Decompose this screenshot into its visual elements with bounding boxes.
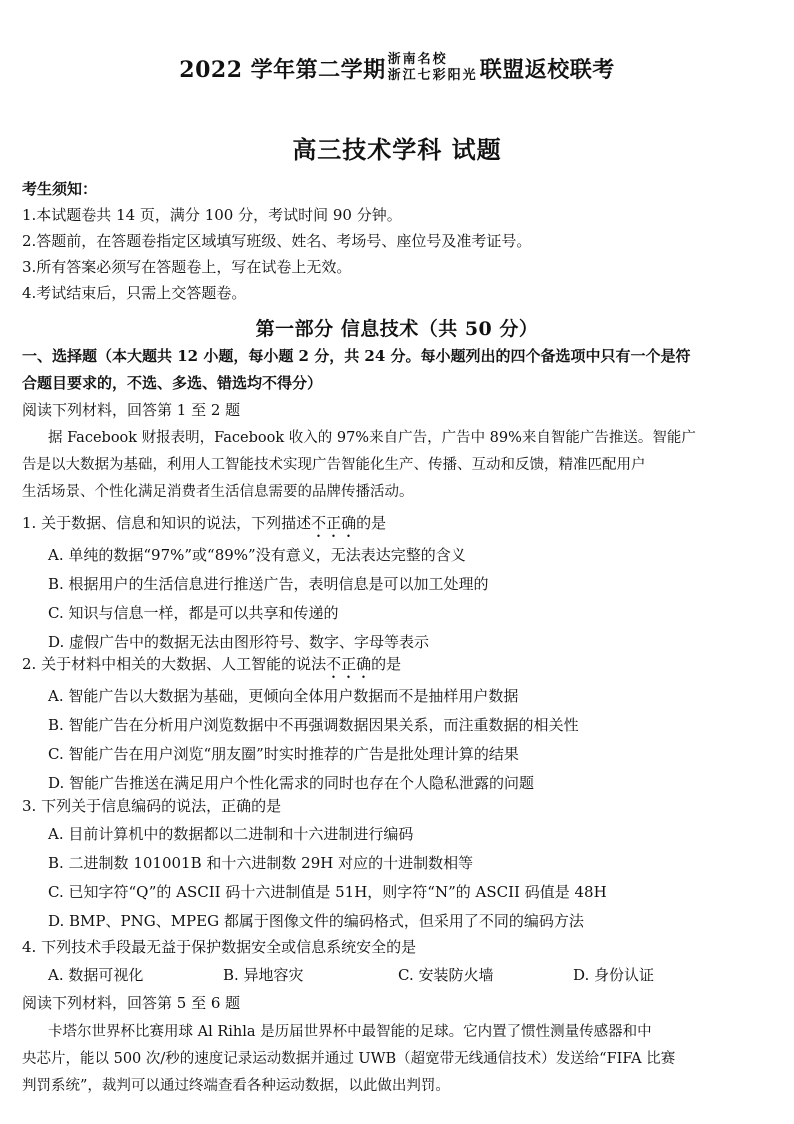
stem-text: 的是 — [356, 514, 387, 532]
question-3-stem: 3. 下列关于信息编码的说法，正确的是 — [22, 797, 282, 815]
alliance-bottom: 浙江七彩阳光 — [387, 68, 478, 83]
alliance-top: 浙南名校 — [387, 52, 448, 67]
material-2-line: 判罚系统”，裁判可以通过终端查看各种运动数据，以此做出判罚。 — [22, 1078, 450, 1094]
material-1 — [22, 425, 782, 506]
stem-text: 2. 关于材料中相关的大数据、人工智能的说法 — [22, 655, 327, 673]
part1-heading-line2: 合题目要求的，不选、多选、错选均不得分） — [22, 374, 323, 392]
notice-item: 1.本试题卷共 14 页，满分 100 分，考试时间 90 分钟。 — [22, 206, 402, 224]
option-b: B. 智能广告在分析用户浏览数据中不再强调数据因果关系，而注重数据的相关性 — [48, 716, 579, 734]
exam-title — [0, 52, 794, 84]
emphasis-text: 不正确 — [311, 514, 357, 532]
title-prefix: 2022 学年第二学期 — [179, 56, 386, 83]
notice-list — [22, 202, 531, 306]
material-2-line: 卡塔尔世界杯比赛用球 Al Rihla 是历届世界杯中最智能的足球。它内置了惯性测量传感器和中 — [48, 1024, 652, 1040]
option-d: D. 身份认证 — [573, 966, 655, 984]
notice-item: 2.答题前，在答题卷指定区域填写班级、姓名、考场号、座位号及准考证号。 — [22, 232, 532, 250]
alliance-names — [388, 52, 478, 84]
question-4 — [22, 934, 782, 1017]
material-1-line: 据 Facebook 财报表明，Facebook 收入的 97%来自广告，广告中 89%来自智能广告推送。智能广 — [48, 430, 696, 446]
option-a: A. 数据可视化 — [48, 966, 144, 984]
option-d: D. 智能广告推送在满足用户个性化需求的同时也存在个人隐私泄露的问题 — [48, 774, 535, 792]
notice-item: 3.所有答案必须写在答题卷上，写在试卷上无效。 — [22, 258, 352, 276]
question-3 — [22, 793, 782, 936]
material-1-line: 告是以大数据为基础，利用人工智能技术实现广告智能化生产、传播、互动和反馈，精准匹配用户 — [22, 457, 646, 473]
option-a: A. 智能广告以大数据为基础，更倾向全体用户数据而不是抽样用户数据 — [48, 687, 519, 705]
option-c: C. 已知字符“Q”的 ASCII 码十六进制值是 51H，则字符“N”的 ASCII 码值是 48H — [48, 883, 607, 901]
option-c: C. 智能广告在用户浏览“朋友圈”时实时推荐的广告是批处理计算的结果 — [48, 745, 519, 763]
option-c: C. 安装防火墙 — [398, 966, 494, 984]
material-2 — [22, 1019, 782, 1100]
part1-heading-line1: 一、选择题（本大题共 12 小题，每小题 2 分，共 24 分。每小题列出的四个备选项中只有一个是符 — [22, 347, 691, 365]
option-b: B. 异地容灾 — [223, 966, 304, 984]
option-a: A. 单纯的数据“97%”或“89%”没有意义，无法表达完整的含义 — [48, 546, 466, 564]
question-2 — [22, 651, 782, 798]
reading-instruction-1: 阅读下列材料，回答第 1 至 2 题 — [22, 401, 241, 419]
option-d: D. BMP、PNG、MPEG 都属于图像文件的编码格式，但采用了不同的编码方法 — [48, 912, 584, 930]
option-b: B. 根据用户的生活信息进行推送广告，表明信息是可以加工处理的 — [48, 575, 489, 593]
option-c: C. 知识与信息一样，都是可以共享和传递的 — [48, 604, 339, 622]
question-1-stem — [22, 510, 782, 541]
question-4-options — [22, 961, 782, 990]
emphasis-text: 不正确 — [326, 655, 372, 673]
stem-text: 1. 关于数据、信息和知识的说法，下列描述 — [22, 514, 312, 532]
notice-item: 4.考试结束后，只需上交答题卷。 — [22, 284, 247, 302]
reading-instruction-2: 阅读下列材料，回答第 5 至 6 题 — [22, 994, 241, 1012]
title-suffix: 联盟返校联考 — [479, 56, 615, 83]
option-b: B. 二进制数 101001B 和十六进制数 29H 对应的十进制数相等 — [48, 854, 474, 872]
stem-text: 的是 — [371, 655, 402, 673]
material-2-line: 央芯片，能以 500 次/秒的速度记录运动数据并通过 UWB（超宽带无线通信技术）发送给“FIFA 比赛 — [22, 1051, 676, 1067]
exam-subtitle: 高三技术学科 试题 — [292, 135, 502, 164]
material-1-line: 生活场景、个性化满足消费者生活信息需要的品牌传播活动。 — [22, 484, 414, 500]
question-4-stem: 4. 下列技术手段最无益于保护数据安全或信息系统安全的是 — [22, 938, 417, 956]
question-2-stem — [22, 651, 782, 682]
part1-heading — [22, 343, 782, 424]
option-a: A. 目前计算机中的数据都以二进制和十六进制进行编码 — [48, 825, 414, 843]
section-title: 第一部分 信息技术（共 50 分） — [255, 318, 539, 340]
question-1 — [22, 510, 782, 657]
option-d: D. 虚假广告中的数据无法由图形符号、数字、字母等表示 — [48, 633, 430, 651]
notice-heading: 考生须知： — [22, 180, 98, 198]
